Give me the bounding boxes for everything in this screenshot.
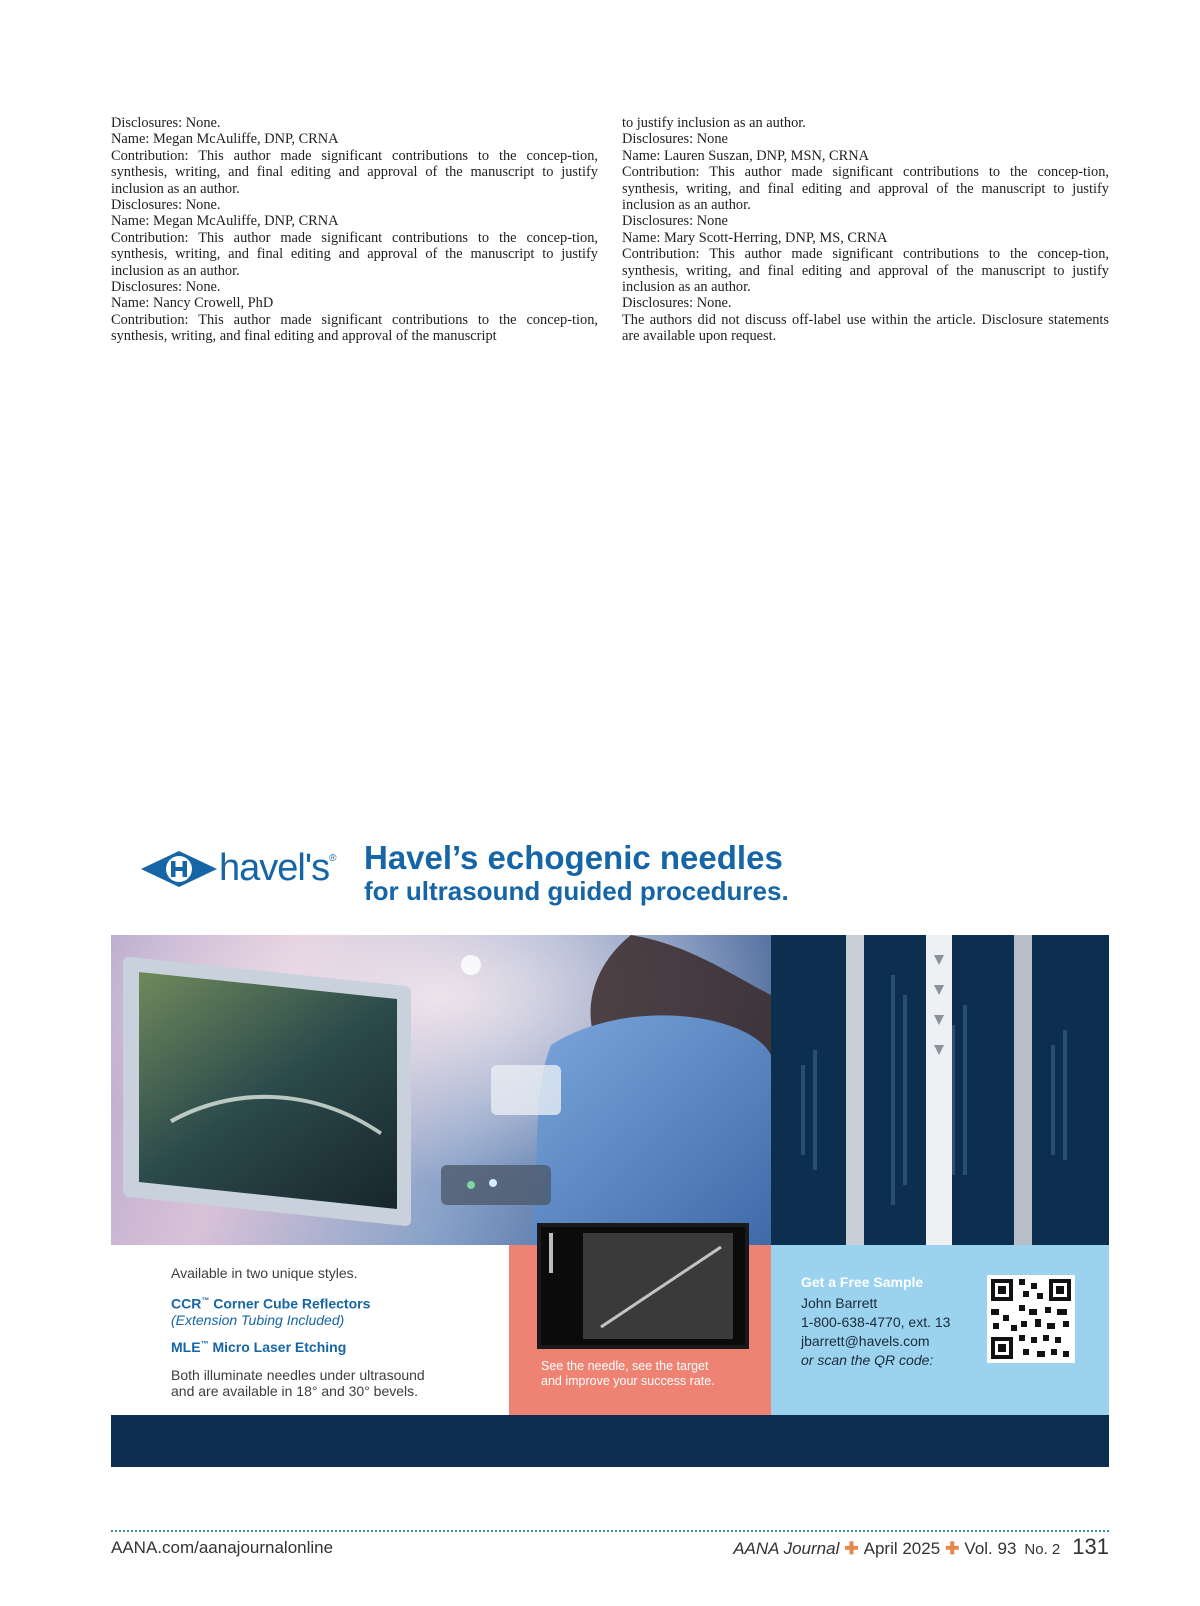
ultrasound-monitor-image: [537, 1223, 749, 1349]
left-para-7: Name: Nancy Crowell, PhD: [111, 295, 274, 312]
right-para-2: Name: Lauren Suszan, DNP, MSN, CRNA: [622, 147, 870, 164]
right-column: [622, 115, 1109, 345]
styles-section: [111, 1245, 511, 1415]
right-para-3: Contribution: This author made significant contributions to the concep-tion, synthesis, writing, and final editing and approval of the manuscript to justify inclusion as an author.: [622, 164, 1109, 214]
havels-logo-text: havel's®: [219, 847, 336, 889]
mle-style-name: MLE™ Micro Laser Etching: [171, 1338, 347, 1355]
ccr-style-name: CCR™ Corner Cube Reflectors: [171, 1295, 371, 1312]
right-para-7: Disclosures: None.: [622, 295, 732, 312]
contact-email[interactable]: jbarrett@havels.com: [801, 1333, 930, 1349]
free-sample-title: Get a Free Sample: [801, 1274, 924, 1290]
footer-issue: No. 2: [1024, 1541, 1061, 1558]
left-para-6: Disclosures: None.: [111, 279, 221, 296]
left-para-3: Disclosures: None.: [111, 197, 221, 214]
footer-citation: [733, 1534, 1109, 1560]
needle-display-panel: [771, 935, 1109, 1245]
left-para-4: Name: Megan McAuliffe, DNP, CRNA: [111, 213, 339, 230]
right-para-8: The authors did not discuss off-label use within the article. Disclosure statements are available upon request.: [622, 311, 1109, 345]
footer-date: April 2025: [863, 1539, 941, 1558]
contact-name: John Barrett: [801, 1295, 878, 1311]
footer-volume: Vol. 93: [964, 1539, 1017, 1558]
right-para-5: Name: Mary Scott-Herring, DNP, MS, CRNA: [622, 229, 888, 246]
success-rate-text: See the needle, see the target and improve your success rate.: [541, 1359, 715, 1388]
havels-advertisement: [111, 835, 1109, 1467]
footer-url[interactable]: AANA.com/aanajournalonline: [111, 1538, 334, 1557]
left-column: [111, 115, 598, 345]
footer-divider: [111, 1530, 1109, 1532]
ad-headline-line-1: Havel’s echogenic needles: [364, 839, 783, 876]
footer-cross-icon: ✚: [844, 1539, 859, 1558]
havels-diamond-icon: [141, 849, 217, 889]
ccr-style-note: (Extension Tubing Included): [171, 1311, 345, 1328]
success-rate-section: [509, 1245, 771, 1415]
right-para-1: Disclosures: None: [622, 131, 728, 148]
clinician-ultrasound-photo: [111, 935, 771, 1245]
right-para-4: Disclosures: None: [622, 213, 728, 230]
right-para-6: Contribution: This author made significant contributions to the concep-tion, synthesis, writing, and final editing and approval of the manuscript to justify inclusion as an author.: [622, 246, 1109, 296]
left-para-1: Name: Megan McAuliffe, DNP, CRNA: [111, 131, 339, 148]
ad-headline-line-2: for ultrasound guided procedures.: [364, 876, 789, 906]
left-para-2: Contribution: This author made significant contributions to the concep-tion, synthesis, writing, and final editing and approval of the manuscript to justify inclusion as an author.: [111, 147, 598, 197]
styles-intro: Available in two unique styles.: [171, 1265, 358, 1281]
footer-cross-icon: ✚: [945, 1539, 960, 1558]
contact-phone[interactable]: 1-800-638-4770, ext. 13: [801, 1314, 951, 1330]
right-para-0: to justify inclusion as an author.: [622, 115, 806, 131]
left-para-8: Contribution: This author made significant contributions to the concep-tion, synthesis, writing, and final editing and approval of the manuscript: [111, 311, 598, 345]
page-number: 131: [1072, 1534, 1109, 1559]
free-sample-section: [771, 1245, 1109, 1415]
bevels-description: Both illuminate needles under ultrasound and are available in 18° and 30° bevels.: [171, 1366, 425, 1399]
havels-logo: [141, 847, 335, 890]
footer-journal: AANA Journal: [733, 1539, 840, 1558]
left-para-5: Contribution: This author made significant contributions to the concep-tion, synthesis, writing, and final editing and approval of the manuscript to justify inclusion as an author.: [111, 229, 598, 279]
ad-bottom-bar: [111, 1415, 1109, 1467]
qr-prompt: or scan the QR code:: [801, 1352, 934, 1368]
left-para-0: Disclosures: None.: [111, 115, 221, 131]
ad-headline: [364, 840, 789, 906]
article-columns: [111, 115, 1109, 345]
qr-code-icon[interactable]: [987, 1275, 1075, 1363]
